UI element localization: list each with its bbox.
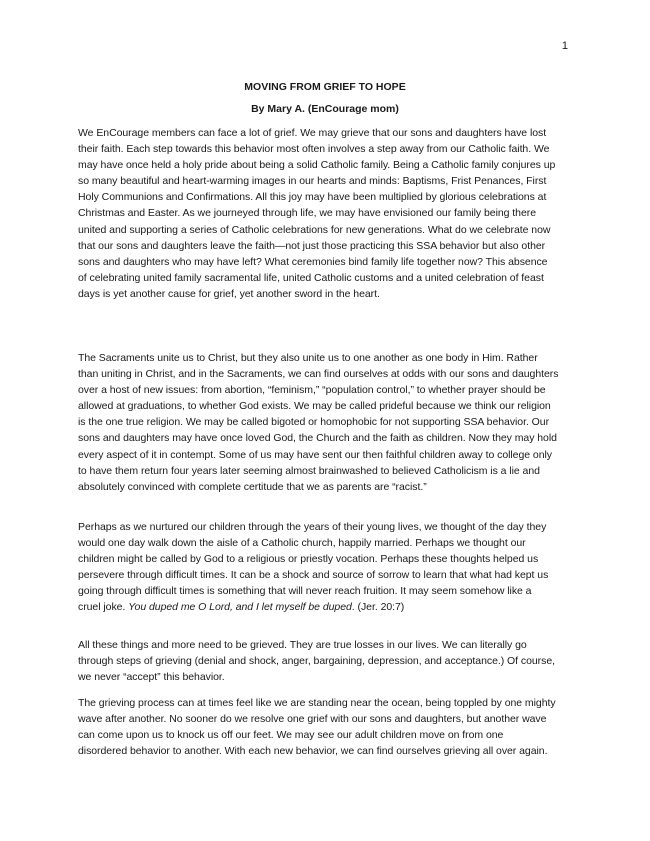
paragraph-3 [78, 519, 576, 616]
text-segment: cruel joke. [78, 601, 129, 614]
text-line: going through difficult times is something that will never reach fruition. It may seem somehow like a [78, 585, 532, 598]
text-line: of celebrating united family sacramental life, united Catholic customs and a united celebration of feast [78, 271, 544, 284]
text-line: absolutely convinced with complete certitude that we as parents are “racist.” [78, 480, 427, 493]
text-line: can come upon us to knock us off our feet. We may see our adult children move on from one [78, 729, 504, 742]
text-line: that our sons and daughters leave the faith—not just those practicing this SSA behavior but also other [78, 239, 546, 252]
text-line: is the one true religion. We may be called bigoted or homophobic for not supporting SSA behavior. Our [78, 416, 550, 429]
text-line: allowed at graduations, to whether God exists. We may be called prideful because we think our religion [78, 400, 551, 413]
paragraph-2 [78, 350, 576, 495]
text-line-with-scripture [78, 599, 576, 615]
text-line: wave after another. No sooner do we resolve one grief with our sons and daughters, but another wave [78, 713, 547, 726]
text-line: every aspect of it in contempt. Some of us may have sent our then faithful children away to college only [78, 448, 552, 461]
text-line: The grieving process can at times feel like we are standing near the ocean, being toppled by one mighty [78, 697, 556, 709]
text-line: The Sacraments unite us to Christ, but they also unite us to one another as one body in Him. Rather [78, 352, 538, 364]
text-line: days is yet another cause for grief, yet another sword in the heart. [78, 287, 380, 300]
text-line: their faith. Each step towards this behavior most often involves a step away from our Catholic faith. We [78, 143, 550, 156]
paragraph-5 [78, 695, 576, 759]
text-line: Perhaps as we nurtured our children through the years of their young lives, we thought of the day they [78, 521, 547, 533]
text-line: Christmas and Easter. As we journeyed through life, we may have envisioned our family being there [78, 207, 536, 220]
paragraph-1 [78, 125, 576, 302]
text-line: Holy Communions and Confirmations. All this joy may have been multiplied by glorious celebrations at [78, 191, 547, 204]
scripture-quote: You duped me O Lord, and I let myself be duped [128, 601, 352, 614]
text-line: through steps of grieving (denial and shock, anger, bargaining, depression, and acceptance.) Of course, [78, 655, 555, 668]
document-title: MOVING FROM GRIEF TO HOPE [244, 81, 406, 93]
text-line: we never “accept” this behavior. [78, 671, 225, 684]
text-line: sons and daughters may have once loved God, the Church and the faith as children. Now they may hold [78, 432, 557, 445]
paragraph-4 [78, 637, 576, 685]
text-line: so many beautiful and heart-warming images in our hearts and minds: Baptisms, Frist Penances, First [78, 175, 547, 188]
text-line: persevere through difficult times. It can be a shock and source of sorrow to learn that what had kept us [78, 569, 549, 582]
text-line: united and supporting a series of Catholic celebrations for new generations. What do we celebrate now [78, 223, 551, 236]
text-line: All these things and more need to be grieved. They are true losses in our lives. We can literally go [78, 639, 527, 651]
text-line: over a host of new issues: from abortion, “feminism,” “population control,” to whether prayer should be [78, 384, 546, 397]
text-line: children might be called by God to a religious or priestly vocation. Perhaps these thoughts helped us [78, 553, 539, 566]
page-number: 1 [561, 40, 568, 52]
text-line: would one day walk down the aisle of a Catholic church, happily married. Perhaps we thought our [78, 537, 526, 550]
text-line: disordered behavior to another. With each new behavior, we can find ourselves grieving all over again. [78, 745, 548, 758]
text-line: to have them return four years later seeming almost brainwashed to believed Catholicism is a lie and [78, 464, 540, 477]
author-byline: By Mary A. (EnCourage mom) [251, 103, 399, 115]
text-line: may have once held a holy pride about being a solid Catholic family. Being a Catholic family conjures up [78, 159, 556, 172]
text-line: sons and daughters who may have left? What ceremonies bind family life together now? This absence [78, 255, 548, 268]
text-line: than uniting in Christ, and in the Sacraments, we can find ourselves at odds with our sons and daughters [78, 368, 559, 381]
scripture-citation: . (Jer. 20:7) [351, 601, 405, 614]
text-line: We EnCourage members can face a lot of grief. We may grieve that our sons and daughters have lost [78, 127, 547, 139]
